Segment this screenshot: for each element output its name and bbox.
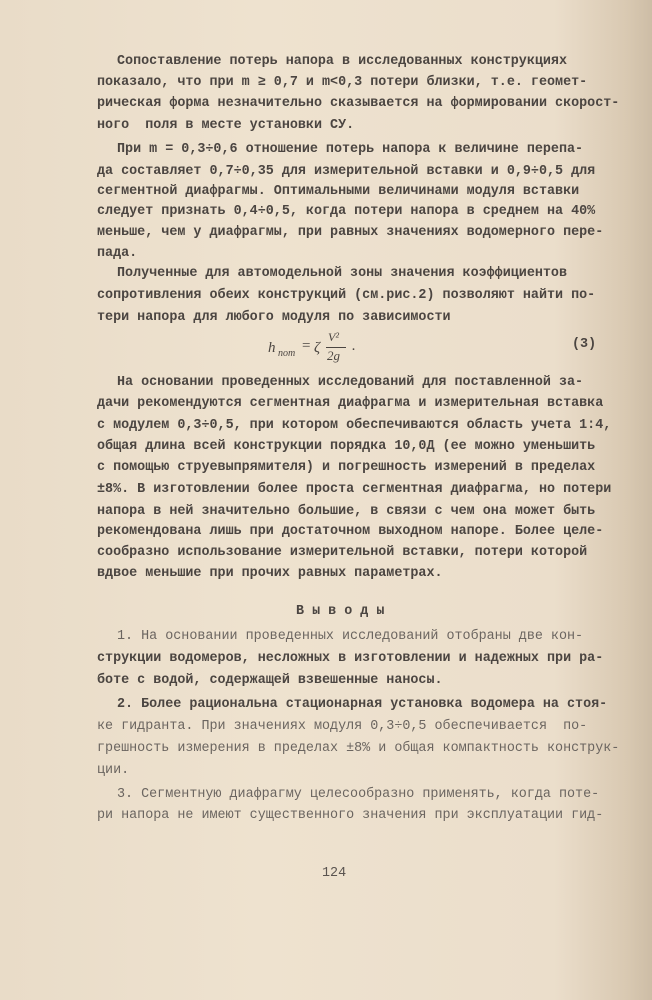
formula-subscript: пот bbox=[278, 348, 296, 359]
section-heading: В ы в о д ы bbox=[296, 604, 385, 619]
text-line: 3. Сегментную диафрагму целесообразно применять, когда поте- bbox=[117, 787, 600, 802]
formula-equals: = bbox=[302, 338, 311, 354]
text-line: ±8%. В изготовлении более проста сегментная диафрагма, но потери bbox=[97, 482, 612, 497]
equation-number: (3) bbox=[572, 337, 597, 352]
text-line: тери напора для любого модуля по зависимости bbox=[97, 310, 451, 325]
text-line: Полученные для автомодельной зоны значения коэффициентов bbox=[117, 266, 567, 281]
formula-period: . bbox=[352, 338, 356, 354]
text-line: рическая форма незначительно сказывается на формировании скорост- bbox=[97, 96, 620, 111]
formula-numerator: V² bbox=[328, 330, 339, 344]
text-line: дачи рекомендуются сегментная диафрагма и измерительная вставка bbox=[97, 396, 604, 411]
text-line: При m = 0,3÷0,6 отношение потерь напора к величине перепа- bbox=[117, 142, 584, 157]
text-line: общая длина всей конструкции порядка 10,0Д (ее можно уменьшить bbox=[97, 439, 596, 454]
text-line: сегментной диафрагмы. Оптимальными величинами модуля вставки bbox=[97, 184, 580, 199]
text-line: ного поля в месте установки СУ. bbox=[97, 118, 355, 133]
formula-denominator: 2g bbox=[327, 348, 340, 363]
text-line: с помощью струевыпрямителя) и погрешность измерений в пределах bbox=[97, 460, 596, 475]
text-line: ке гидранта. При значениях модуля 0,3÷0,5 обеспечивается по- bbox=[97, 719, 588, 734]
text-line: ции. bbox=[97, 763, 130, 778]
text-line: боте с водой, содержащей взвешенные наносы. bbox=[97, 673, 443, 688]
text-line: Сопоставление потерь напора в исследованных конструкциях bbox=[117, 54, 567, 69]
text-line: напора в ней значительно большие, в связи с чем она может быть bbox=[97, 504, 596, 519]
text-line: ри напора не имеют существенного значения при эксплуатации гид- bbox=[97, 808, 604, 823]
text-line: грешность измерения в пределах ±8% и общая компактность конструк- bbox=[97, 741, 620, 756]
text-line: На основании проведенных исследований для поставленной за- bbox=[117, 375, 584, 390]
text-line: струкции водомеров, несложных в изготовлении и надежных при ра- bbox=[97, 651, 604, 666]
text-line: 2. Более рациональна стационарная установка водомера на стоя- bbox=[117, 697, 608, 712]
text-line: с модулем 0,3÷0,5, при котором обеспечиваются область учета 1:4, bbox=[97, 418, 612, 433]
text-line: сообразно использование измерительной вставки, потери которой bbox=[97, 545, 588, 560]
text-line: показало, что при m ≥ 0,7 и m<0,3 потери близки, т.е. геомет- bbox=[97, 75, 588, 90]
text-line: да составляет 0,7÷0,35 для измерительной вставки и 0,9÷0,5 для bbox=[97, 164, 596, 179]
formula-zeta: ζ bbox=[314, 340, 321, 356]
text-line: 1. На основании проведенных исследований отобраны две кон- bbox=[117, 629, 584, 644]
text-line: меньше, чем у диафрагмы, при равных значениях водомерного пере- bbox=[97, 225, 604, 240]
page-number: 124 bbox=[322, 866, 347, 881]
text-line: пада. bbox=[97, 246, 138, 261]
text-line: рекомендована лишь при достаточном выходном напоре. Более целе- bbox=[97, 524, 604, 539]
formula-h: h bbox=[268, 340, 276, 356]
text-line: следует признать 0,4÷0,5, когда потери напора в среднем на 40% bbox=[97, 204, 596, 219]
text-line: сопротивления обеих конструкций (см.рис.2) позволяют найти по- bbox=[97, 288, 596, 303]
text-line: вдвое меньшие при прочих равных параметрах. bbox=[97, 566, 443, 581]
